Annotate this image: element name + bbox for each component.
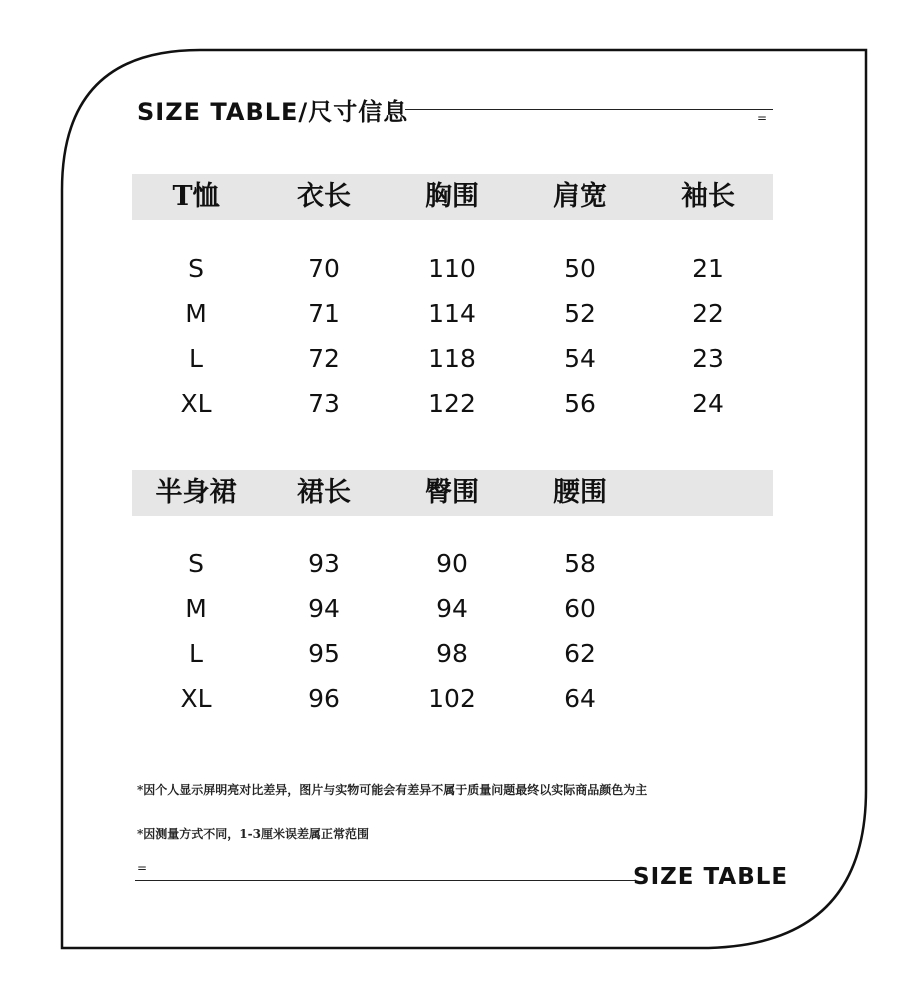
measurement-note: *因测量方式不同，1-3厘米误差属正常范围 <box>137 827 369 841</box>
value-cell: 96 <box>308 684 340 713</box>
skirt-header-cell: 裙长 <box>297 477 351 508</box>
value-cell: 122 <box>428 389 476 418</box>
top-divider <box>405 109 773 110</box>
bottom-divider <box>135 880 635 881</box>
table-row <box>132 291 773 336</box>
top-marker: = <box>757 111 768 125</box>
table-row <box>132 631 773 676</box>
value-cell: 71 <box>308 299 340 328</box>
size-cell: XL <box>180 389 212 418</box>
size-cell: L <box>189 639 203 668</box>
value-cell: 90 <box>436 549 468 578</box>
table-row <box>132 336 773 381</box>
value-cell: 54 <box>564 344 596 373</box>
tshirt-header-cell: T恤 <box>172 181 220 212</box>
value-cell: 70 <box>308 254 340 283</box>
skirt-header-cell: 半身裙 <box>155 477 237 508</box>
value-cell: 73 <box>308 389 340 418</box>
value-cell: 64 <box>564 684 596 713</box>
value-cell: 98 <box>436 639 468 668</box>
footer-title: SIZE TABLE <box>633 864 789 890</box>
skirt-header-cell: 腰围 <box>553 477 607 508</box>
value-cell: 72 <box>308 344 340 373</box>
disclaimer-note: *因个人显示屏明亮对比差异，图片与实物可能会有差异不属于质量问题最终以实际商品颜色为主 <box>137 783 648 797</box>
value-cell: 23 <box>692 344 724 373</box>
value-cell: 118 <box>428 344 476 373</box>
table-row <box>132 541 773 586</box>
size-cell: M <box>185 299 207 328</box>
table-row <box>132 586 773 631</box>
bottom-marker: = <box>137 861 148 875</box>
value-cell: 62 <box>564 639 596 668</box>
size-cell: S <box>188 254 204 283</box>
tshirt-header-cell: 胸围 <box>425 181 479 212</box>
tshirt-header-cell: 袖长 <box>681 181 735 212</box>
skirt-header-row <box>132 470 773 516</box>
value-cell: 58 <box>564 549 596 578</box>
value-cell: 21 <box>692 254 724 283</box>
value-cell: 93 <box>308 549 340 578</box>
tshirt-header-cell: 衣长 <box>297 181 351 212</box>
table-row <box>132 676 773 721</box>
value-cell: 94 <box>308 594 340 623</box>
value-cell: 94 <box>436 594 468 623</box>
tshirt-header-row <box>132 174 773 220</box>
value-cell: 22 <box>692 299 724 328</box>
value-cell: 60 <box>564 594 596 623</box>
value-cell: 56 <box>564 389 596 418</box>
value-cell: 50 <box>564 254 596 283</box>
size-cell: S <box>188 549 204 578</box>
size-cell: XL <box>180 684 212 713</box>
size-cell: L <box>189 344 203 373</box>
value-cell: 114 <box>428 299 476 328</box>
page-title: SIZE TABLE/尺寸信息 <box>137 98 409 126</box>
table-row <box>132 381 773 426</box>
value-cell: 102 <box>428 684 476 713</box>
value-cell: 24 <box>692 389 724 418</box>
value-cell: 95 <box>308 639 340 668</box>
value-cell: 52 <box>564 299 596 328</box>
table-row <box>132 246 773 291</box>
size-cell: M <box>185 594 207 623</box>
tshirt-header-cell: 肩宽 <box>553 181 607 212</box>
value-cell: 110 <box>428 254 476 283</box>
skirt-header-cell: 臀围 <box>425 477 479 508</box>
